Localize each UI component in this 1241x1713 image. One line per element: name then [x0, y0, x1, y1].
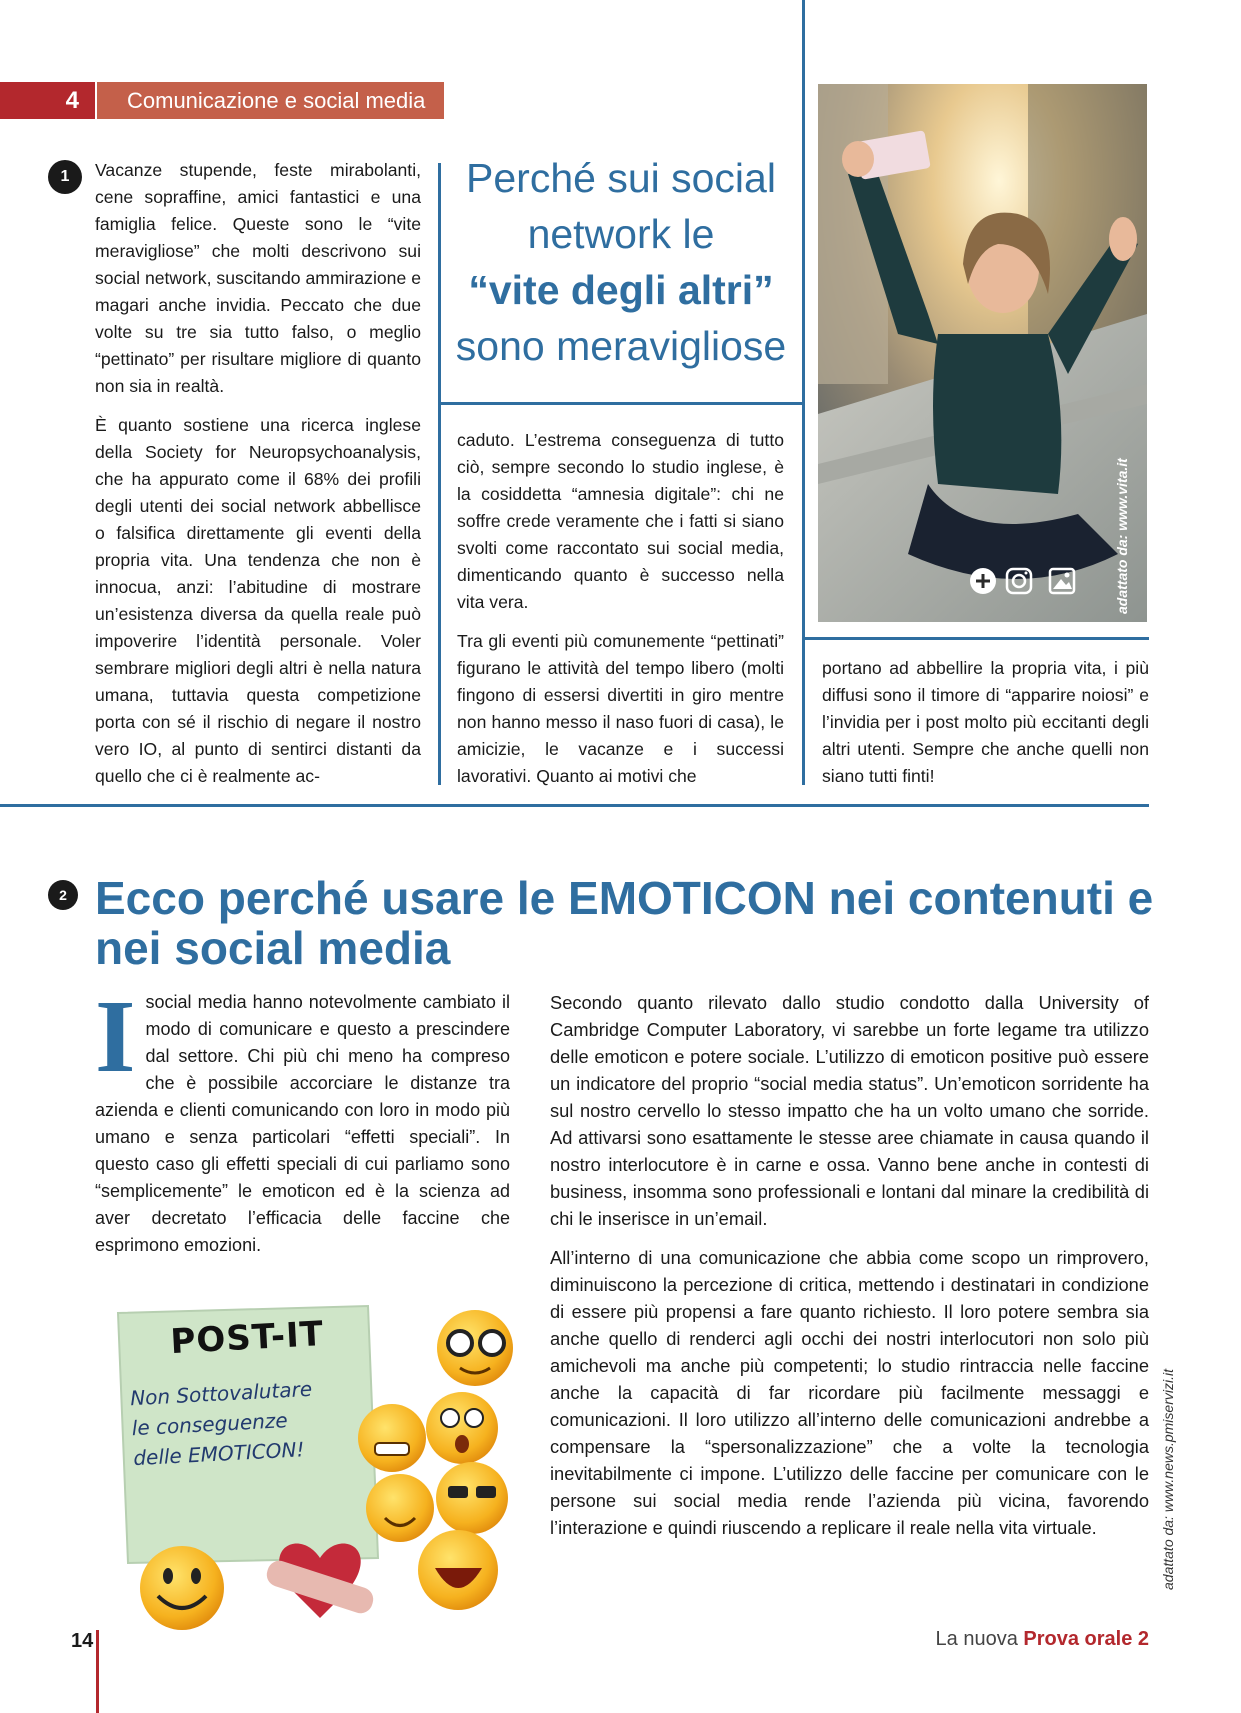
article1-column-2: [457, 427, 784, 802]
postit-text: [126, 1312, 373, 1470]
postit-line-4: delle EMOTICON!: [132, 1437, 305, 1471]
brand-name: Prova orale 2: [1023, 1628, 1149, 1650]
article1-column-1: [95, 157, 421, 802]
glasses-emoticon-icon: [437, 1310, 513, 1386]
article2-right-column: [550, 989, 1149, 1553]
article1-col2-paragraph-2: Tra gli eventi più comunemente “pettinati” figurano le attività del tempo libero (molti fingono di essersi divertiti in giro mentre non hanno messo il naso fuori di casa), le amicizie, le vacanze e i successi lavorativi. Quanto ai motivi che: [457, 631, 784, 786]
article1-column-3: [822, 655, 1149, 802]
article2-right-paragraph-1: Secondo quanto rilevato dallo studio condotto dalla University of Cambridge Computer Laboratory, vi sarebbe un forte legame tra utilizzo delle emoticon e potere sociale. L’utilizzo di emoticon positive può essere un indicatore del proprio “social media status”. Un’emoticon sorridente ha sul nostro cervello lo stesso impatto che ha un volto umano che sorride. Ad attivarsi sono esattamente le stesse aree chiamate in causa quando il nostro interlocutore è in carne e ossa. Vanno bene anche in contesti di business, insomma sono professionali e lontani dal minare la credibilità di chi le inserisce in un’email.: [550, 992, 1149, 1229]
pull-quote: [440, 150, 802, 374]
postit-line-2: Non Sottovalutare: [129, 1376, 313, 1411]
frame-line-col-divider-2: [802, 637, 805, 785]
article2-title: Ecco perché usare le EMOTICON nei contenuti e nei social media: [95, 872, 1154, 974]
footer-rule: [96, 1630, 99, 1713]
winking-emoticon-icon: [366, 1474, 434, 1542]
article2-left-column: [95, 979, 510, 1259]
frame-line-photo-bottom: [802, 637, 1149, 640]
article1-col2-paragraph-1: caduto. L’estrema conseguenza di tutto ciò, sempre secondo lo studio inglese, è la cosiddetta “amnesia digitale”: chi ne soffre crede veramente che i fatti si siano svolti come raccontato sui social media, dimenticando quanto è successo nella vita vera.: [457, 430, 784, 612]
article2-credit: adattato da: www.news.pmiservizi.it: [1160, 1369, 1176, 1590]
article1-col1-paragraph-1: Vacanze stupende, feste mirabolanti, cene sopraffine, amici fantastici e una famiglia felice. Queste sono le “vite meravigliose” che molti descrivono sui social network, suscitando ammirazione e magari anche invidia. Peccato che due volte su tre sia tutto falso, o meglio “pettinato” per risultare migliore di quanto non sia in realtà.: [95, 160, 421, 396]
surprised-emoticon-icon: [426, 1392, 498, 1464]
frame-line-top-right: [802, 0, 805, 640]
article1-col1-paragraph-2: È quanto sostiene una ricerca inglese della Society for Neuropsychoanalysis, che ha appurato come il 68% dei profili degli utenti dei social network abbellisce o falsifica direttamente gli eventi della propria vita. Una tendenza che non è innocua, anzi: l’abitudine di mostrare un’esistenza diversa da quella reale può impoverire l’identità personale. Voler sembrare migliori degli altri è nella natura umana, tuttavia questa competizione porta con sé il rischio di negare il nostro vero IO, al punto di sentirci distanti da quello che ci è realmente ac-: [95, 415, 421, 786]
pull-quote-line-2: network le: [527, 211, 715, 257]
pull-quote-line-3: “vite degli altri”: [468, 267, 774, 313]
article2-badge: 2: [48, 880, 78, 910]
frame-line-article1-bottom: [0, 804, 1149, 807]
page-number: 14: [71, 1630, 94, 1652]
postit-line-1: POST-IT: [169, 1314, 325, 1363]
publication-brand: [936, 1628, 1149, 1651]
plus-icon[interactable]: [970, 568, 996, 594]
laughing-emoticon-icon: [418, 1530, 498, 1610]
frame-line-col-divider-1: [438, 402, 441, 785]
pull-quote-line-1: Perché sui social: [466, 155, 776, 201]
drop-cap: I: [95, 979, 136, 1094]
postit-emoticons-illustration: [100, 1288, 530, 1640]
article1-badge: 1: [48, 160, 82, 194]
selfie-photo: [818, 84, 1147, 622]
article1-col3-paragraph-1: portano ad abbellire la propria vita, i più diffusi sono il timore di “apparire noiosi” e l’invidia per i post molto più eccitanti degli altri utenti. Sempre che anche quelli non siano tutti finti!: [822, 658, 1149, 786]
smiley-emoticon-icon: [140, 1546, 224, 1630]
sunglasses-emoticon-icon: [436, 1462, 508, 1534]
pull-quote-line-4: sono meravigliose: [455, 323, 787, 369]
section-number: 4: [0, 82, 95, 119]
photo-credit: adattato da: www.vita.it: [1114, 458, 1130, 614]
section-title: Comunicazione e social media: [97, 82, 444, 119]
frame-line-quote-bottom: [438, 402, 805, 405]
article2-right-paragraph-2: All’interno di una comunicazione che abbia come scopo un rimprovero, diminuiscono la percezione di critica, mettendo i destinatari in condizione di essere più propensi a fare quanto richiesto. Il loro potere sembra sia anche quello di renderci agli occhi dei nostri interlocutori non solo più amichevoli ma anche più competenti; lo studio rintraccia nelle faccine anche la capacità di far ricordare più facilmente messaggi e comunicazioni. Il loro utilizzo all’interno delle comunicazioni andrebbe a compensare la “spersonalizzazione” che a volte la tecnologia inevitabilmente ci impone. L’utilizzo delle faccine per comunicare con le persone sui social media rende l’azienda più vicina, favorendo l’interazione e quindi riuscendo a replicare il reale nella vita virtuale.: [550, 1247, 1149, 1538]
brand-prefix: La nuova: [935, 1628, 1024, 1650]
article2-left-paragraph-1: social media hanno notevolmente cambiato il modo di comunicare e questo a prescindere dal settore. Chi più chi meno ha compreso che è possibile accorciare le distanze tra azienda e clienti comunicando con loro in modo più umano e senza particolari “effetti speciali”. In questo caso gli effetti speciali di cui parliamo sono “semplicemente” le emoticon ed è la scienza ad aver decretato l’efficacia delle faccine che esprimono emozioni.: [95, 992, 510, 1255]
postit-line-3: le conseguenze: [131, 1408, 289, 1441]
